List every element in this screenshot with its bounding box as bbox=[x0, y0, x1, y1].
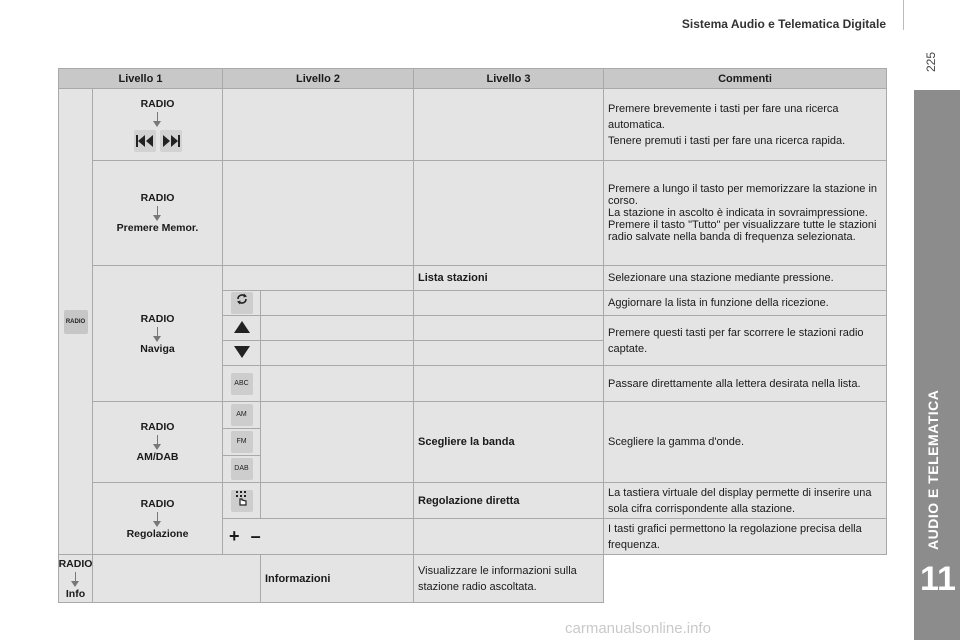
refresh-button-cell bbox=[223, 291, 261, 316]
page-header-title: Sistema Audio e Telematica Digitale bbox=[681, 17, 886, 31]
scroll-down-button-cell bbox=[223, 341, 261, 366]
memo-level3-cell bbox=[414, 161, 604, 266]
dab-button: DAB bbox=[231, 458, 253, 480]
abc-button-cell bbox=[223, 366, 261, 402]
col-header-level3: Livello 3 bbox=[414, 69, 604, 89]
seek-level2-cell bbox=[223, 89, 414, 161]
seek-radio-label: RADIO bbox=[140, 97, 175, 110]
keypad-touch-icon bbox=[231, 490, 253, 512]
plus-icon: + bbox=[229, 526, 240, 546]
naviga-level1-cell bbox=[93, 266, 223, 402]
table-row-band-am bbox=[59, 402, 887, 429]
flow-arrow-icon bbox=[157, 327, 158, 339]
naviga-radio-label: RADIO bbox=[140, 312, 175, 325]
memo-radio-label: RADIO bbox=[140, 192, 175, 204]
flow-arrow-icon bbox=[157, 112, 158, 124]
tuning-radio-label: RADIO bbox=[140, 497, 175, 510]
flow-arrow-icon bbox=[157, 435, 158, 447]
refresh-level2-cell bbox=[261, 291, 414, 316]
scroll-up-level3-cell bbox=[414, 316, 604, 341]
am-button: AM bbox=[231, 404, 253, 426]
flow-arrow-icon bbox=[157, 206, 158, 218]
chapter-number: 11 bbox=[920, 560, 956, 598]
info-level2-cell bbox=[93, 555, 261, 603]
arrow-up-icon bbox=[234, 321, 250, 333]
radio-menu-table bbox=[58, 68, 887, 603]
fine-tuning-comment: I tasti grafici permettono la regolazione precisa della frequenza. bbox=[604, 519, 887, 555]
station-list-level2-cell bbox=[223, 266, 414, 291]
seek-level1-cell bbox=[93, 89, 223, 161]
col-header-comments: Commenti bbox=[604, 69, 887, 89]
header-divider bbox=[903, 0, 904, 30]
table-row-station-list bbox=[59, 266, 887, 291]
dab-button-cell bbox=[223, 456, 261, 483]
info-comment: Visualizzare le informazioni sulla stazione radio ascoltata. bbox=[414, 555, 604, 603]
naviga-sub-label: Naviga bbox=[140, 342, 175, 355]
col-header-level2: Livello 2 bbox=[223, 69, 414, 89]
band-level2-cell bbox=[261, 402, 414, 483]
table-row-direct-tuning bbox=[59, 483, 887, 519]
scroll-up-button-cell bbox=[223, 316, 261, 341]
refresh-level3-cell bbox=[414, 291, 604, 316]
memo-sub-label: Premere Memor. bbox=[116, 222, 199, 234]
table-header-row bbox=[59, 69, 887, 89]
flow-arrow-icon bbox=[157, 512, 158, 524]
fine-tuning-level3-cell bbox=[414, 519, 604, 555]
seek-forward-icon bbox=[160, 130, 182, 152]
page-number: 225 bbox=[924, 51, 938, 72]
seek-comment-2: Tenere premuti i tasti per fare una ricerca rapida. bbox=[608, 134, 846, 147]
fm-button-cell bbox=[223, 429, 261, 456]
section-title: AUDIO E TELEMATICA bbox=[925, 389, 941, 550]
scroll-up-level2-cell bbox=[261, 316, 414, 341]
info-sub-label: Info bbox=[65, 587, 86, 600]
col-header-level1: Livello 1 bbox=[59, 69, 223, 89]
level1-icon-cell bbox=[59, 89, 93, 555]
seek-back-icon bbox=[134, 130, 156, 152]
info-level1-cell bbox=[59, 555, 93, 603]
scroll-comment: Premere questi tasti per far scorrere le stazioni radio captate. bbox=[604, 316, 887, 366]
band-sub-label: AM/DAB bbox=[136, 451, 179, 463]
seek-comment-1: Premere brevemente i tasti per fare una ricerca automatica. bbox=[608, 102, 839, 131]
info-level3-label: Informazioni bbox=[261, 555, 414, 603]
watermark: carmanualsonline.info bbox=[565, 620, 711, 637]
direct-tuning-comment: La tastiera virtuale del display permette di inserire una sola cifra corrispondente alla stazione. bbox=[604, 483, 887, 519]
station-list-comment: Selezionare una stazione mediante pressione. bbox=[604, 266, 887, 291]
refresh-icon bbox=[231, 292, 253, 314]
memo-level2-cell bbox=[223, 161, 414, 266]
table-row-info bbox=[59, 555, 887, 603]
seek-level3-cell bbox=[414, 89, 604, 161]
radio-icon: RADIO bbox=[64, 310, 88, 334]
section-sidebar bbox=[914, 90, 960, 640]
minus-icon: – bbox=[250, 526, 261, 546]
band-level1-cell bbox=[93, 402, 223, 483]
tuning-sub-label: Regolazione bbox=[126, 527, 189, 540]
direct-tuning-level2-cell bbox=[261, 483, 414, 519]
band-comment: Scegliere la gamma d'onde. bbox=[604, 402, 887, 483]
memo-comment: Premere a lungo il tasto per memorizzare la stazione in corso. La stazione in ascolto è indicata in sovraimpressione. Premere il tasto "Tutto" per visualizzare tutte le stazioni radio salvate nella banda di frequenza selezionata. bbox=[604, 161, 887, 266]
info-radio-label: RADIO bbox=[58, 557, 93, 570]
band-radio-label: RADIO bbox=[140, 421, 175, 433]
table-row-seek bbox=[59, 89, 887, 161]
abc-level2-cell bbox=[261, 366, 414, 402]
flow-arrow-icon bbox=[75, 572, 76, 584]
abc-comment: Passare direttamente alla lettera desirata nella lista. bbox=[604, 366, 887, 402]
arrow-down-icon bbox=[234, 346, 250, 358]
am-button-cell bbox=[223, 402, 261, 429]
station-list-label: Lista stazioni bbox=[414, 266, 604, 291]
memo-level1-cell bbox=[93, 161, 223, 266]
band-level3-label: Scegliere la banda bbox=[414, 402, 604, 483]
scroll-down-level2-cell bbox=[261, 341, 414, 366]
refresh-comment: Aggiornare la lista in funzione della ricezione. bbox=[604, 291, 887, 316]
plus-minus-cell bbox=[223, 519, 414, 555]
abc-icon: ABC bbox=[231, 373, 253, 395]
keypad-button-cell bbox=[223, 483, 261, 519]
table-row-memo bbox=[59, 161, 887, 266]
seek-comment-cell bbox=[604, 89, 887, 161]
direct-tuning-label: Regolazione diretta bbox=[414, 483, 604, 519]
tuning-level1-cell bbox=[93, 483, 223, 555]
abc-level3-cell bbox=[414, 366, 604, 402]
scroll-down-level3-cell bbox=[414, 341, 604, 366]
fm-button: FM bbox=[231, 431, 253, 453]
